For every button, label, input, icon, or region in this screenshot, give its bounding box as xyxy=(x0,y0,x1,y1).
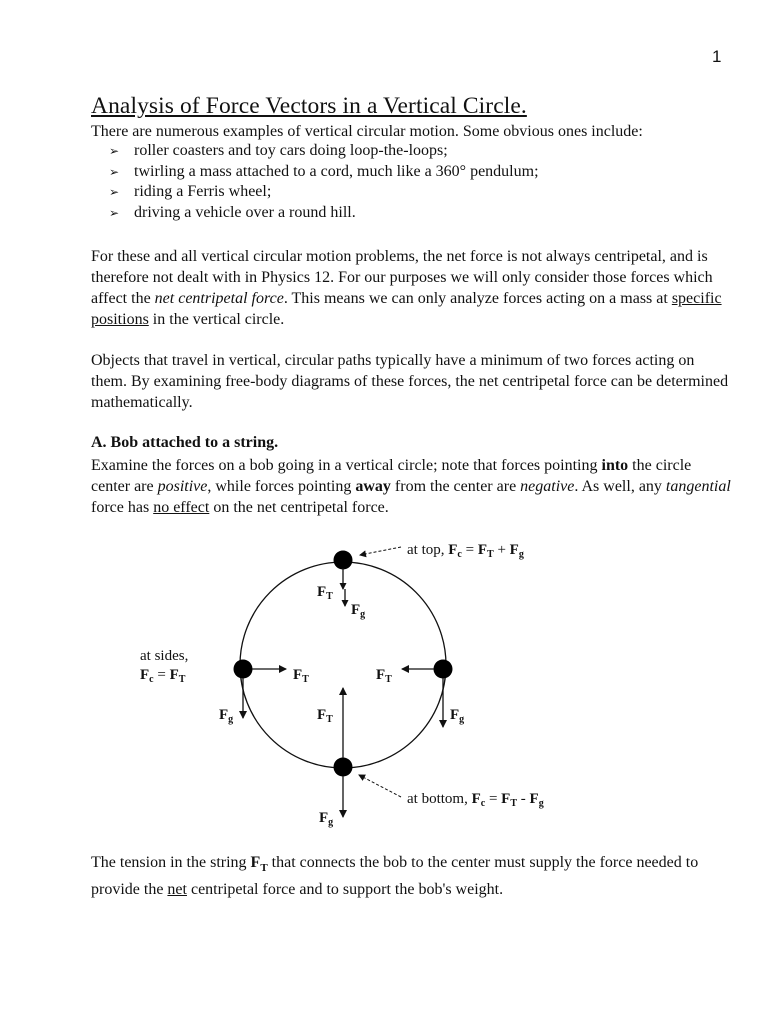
bob-bottom xyxy=(334,758,353,777)
right-ft-label: $F_T$ xyxy=(376,667,392,685)
top-equation-label: at top, $F_c = F_T + F_g$ xyxy=(407,542,524,560)
top-pointer-arrow xyxy=(360,547,401,555)
arrowhead-bullet-icon: ➢ xyxy=(109,164,120,179)
intro-text: There are numerous examples of vertical circular motion. Some obvious ones include: xyxy=(91,123,643,140)
arrowhead-bullet-icon: ➢ xyxy=(109,185,120,199)
paragraph-tension: The tension in the string $F_T$ that connects the bob to the center must supply the force needed to provide the net centripetal force and to support the bob's weight. xyxy=(91,854,699,899)
list-item: ➢ roller coasters and toy cars doing loop-the-loops; xyxy=(109,141,539,162)
paragraph-sign-convention: Examine the forces on a bob going in a vertical circle; note that forces pointing into the circle center are positive, while forces pointing away from the center are negative. As well, any tangential force has no effect on the net centripetal force. xyxy=(91,457,731,516)
bottom-fg-label: $F_g$ xyxy=(319,810,334,828)
top-fg-label: $F_g$ xyxy=(351,602,366,620)
sides-label: at sides, xyxy=(140,648,189,664)
left-fg-label: $F_g$ xyxy=(219,707,234,725)
paragraph-free-body: Objects that travel in vertical, circular paths typically have a minimum of two forces acting on them. By examining free-body diagrams of these forces, the net centripetal force can be determined mathematically. xyxy=(91,352,729,411)
list-item: ➢ twirling a mass attached to a cord, much like a 360° pendulum; xyxy=(109,162,539,183)
arrowhead-bullet-icon: ➢ xyxy=(109,144,120,158)
examples-list xyxy=(109,141,539,223)
bottom-ft-label: $F_T$ xyxy=(317,707,333,725)
left-ft-label: $F_T$ xyxy=(293,667,309,685)
page-number: 1 xyxy=(712,47,722,66)
paragraph-net-force: For these and all vertical circular motion problems, the net force is not always centripetal, and is therefore not dealt with in Physics 12. For our purposes we will only consider those forces which affect the net centripetal force. This means we can only analyze forces acting on a mass at specific positions in the vertical circle. xyxy=(91,248,722,328)
list-item: ➢ riding a Ferris wheel; xyxy=(109,182,539,203)
right-fg-label: $F_g$ xyxy=(450,707,465,725)
sides-equation-label: $F_c = F_T$ xyxy=(140,667,186,685)
circular-path xyxy=(240,562,446,768)
bob-right xyxy=(434,660,453,679)
list-item: ➢ driving a vehicle over a round hill. xyxy=(109,203,539,224)
bob-top xyxy=(334,551,353,570)
page-title: Analysis of Force Vectors in a Vertical Circle. xyxy=(91,93,527,119)
top-ft-label: $F_T$ xyxy=(317,584,333,602)
bottom-equation-label: at bottom, $F_c = F_T - F_g$ xyxy=(407,791,544,809)
arrowhead-bullet-icon: ➢ xyxy=(109,205,120,220)
section-heading: A. Bob attached to a string. xyxy=(91,434,279,451)
bottom-pointer-arrow xyxy=(359,775,401,797)
bob-left xyxy=(234,660,253,679)
